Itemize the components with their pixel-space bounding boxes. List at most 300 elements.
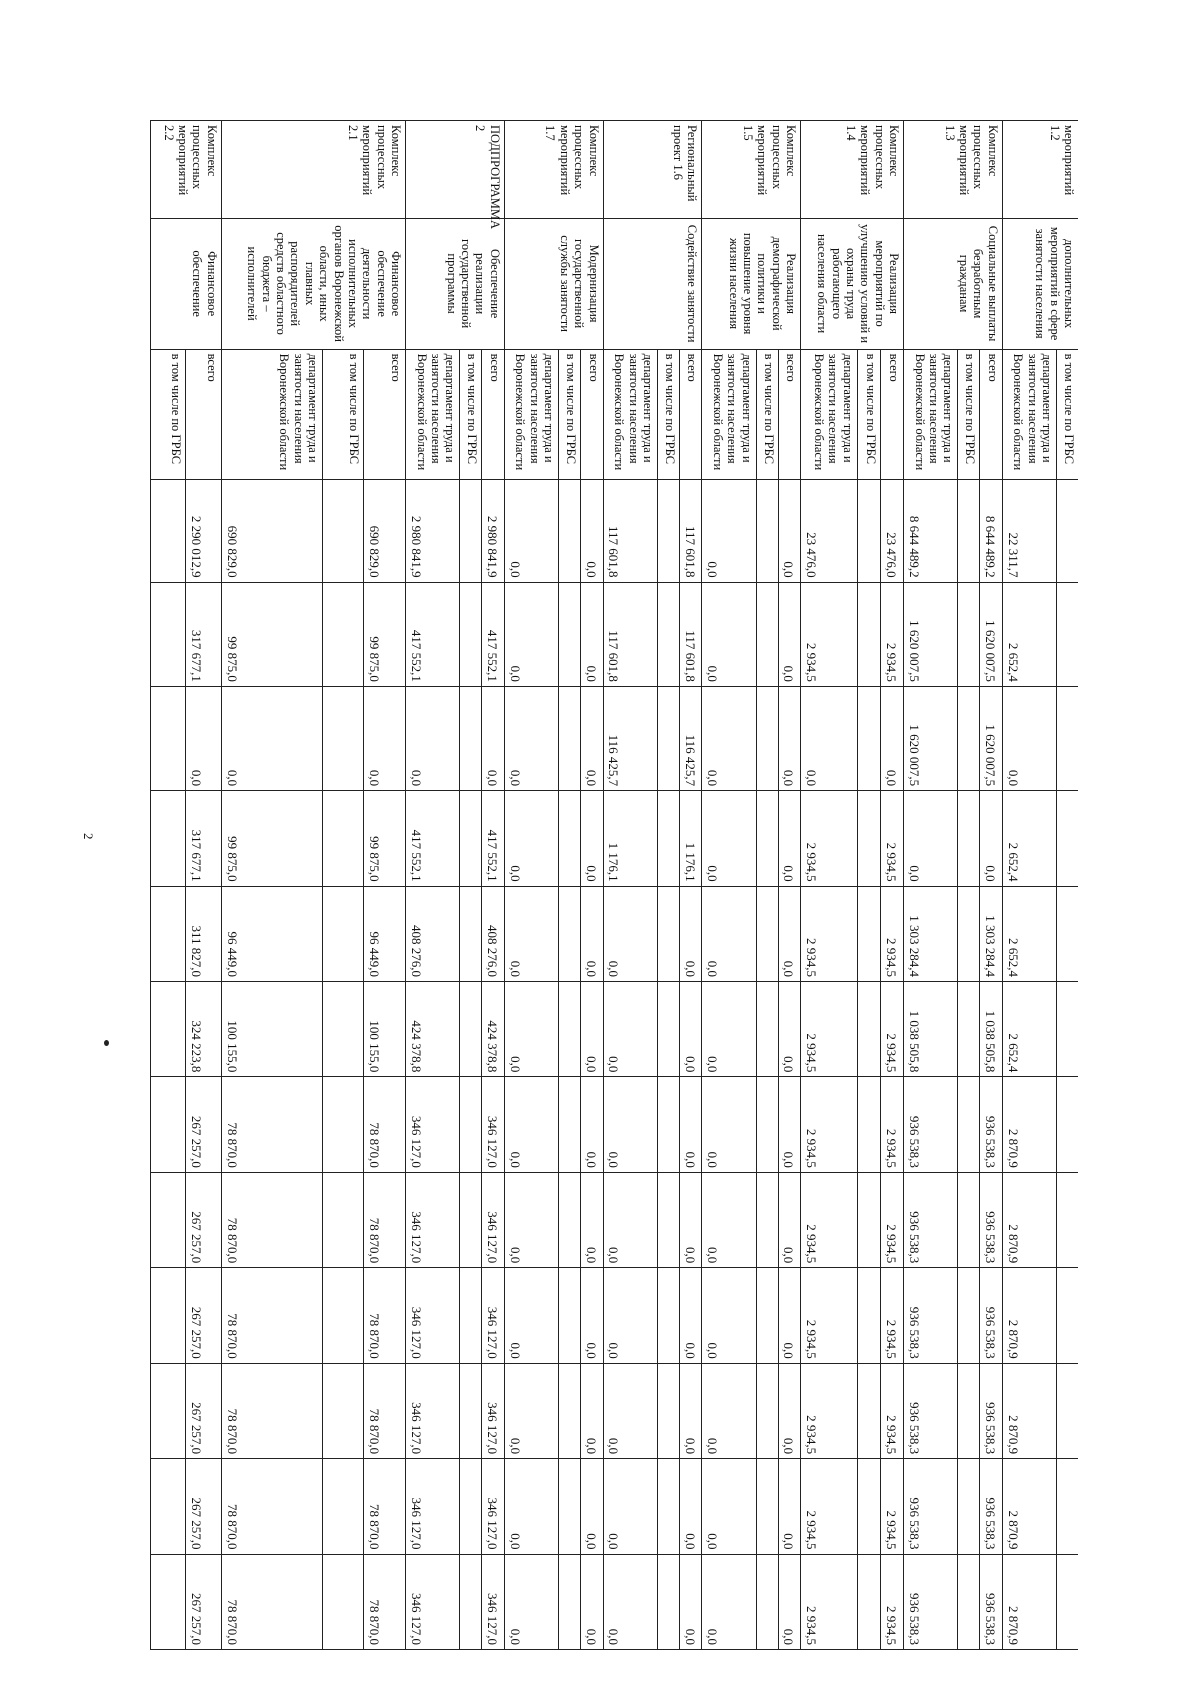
funding-source-cell: департамент труда и занятости населения Воронежской области (904, 349, 958, 480)
program-code-cell: Комплекс процессных мероприятий 1.5 (702, 121, 801, 219)
amount-cell: 424 378,8 (406, 982, 460, 1077)
table-row (904, 121, 958, 1650)
amount-cell: 417 552,1 (482, 791, 505, 886)
amount-cell: 0,0 (603, 1459, 657, 1554)
amount-cell: 1 038 505,8 (980, 982, 1003, 1077)
funding-source-cell: всего (880, 349, 903, 480)
amount-cell: 267 257,0 (186, 1554, 222, 1649)
amount-cell (323, 582, 364, 686)
program-code-cell: мероприятий 1.2 (1002, 121, 1078, 219)
amount-cell (323, 480, 364, 582)
amount-cell (559, 686, 581, 790)
amount-cell: 78 870,0 (221, 1459, 322, 1554)
amount-cell (657, 1268, 679, 1363)
amount-cell: 2 934,5 (801, 1268, 858, 1363)
amount-cell: 0,0 (504, 982, 558, 1077)
amount-cell (323, 1077, 364, 1172)
amount-cell: 78 870,0 (364, 1459, 406, 1554)
amount-cell: 346 127,0 (482, 1268, 505, 1363)
amount-cell (857, 480, 880, 582)
amount-cell (151, 582, 186, 686)
amount-cell: 0,0 (603, 982, 657, 1077)
program-name-cell: Финансовое обеспечение деятельности исполнительных органов Воронежской области, иных главных распорядителей средств областного бюджета – исполнителей (221, 218, 405, 349)
amount-cell: 0,0 (603, 1172, 657, 1267)
amount-cell: 0,0 (504, 886, 558, 981)
program-code-cell: ПОДПРОГРАММА 2 (406, 121, 505, 219)
funding-source-cell: в том числе по ГРБС (1057, 349, 1078, 480)
amount-cell (958, 1363, 980, 1458)
amount-cell (958, 1268, 980, 1363)
table-row (778, 121, 801, 1650)
amount-cell: 936 538,3 (904, 1363, 958, 1458)
amount-cell (756, 1268, 778, 1363)
amount-cell: 78 870,0 (221, 1363, 322, 1458)
amount-cell: 1 620 007,5 (980, 686, 1003, 790)
funding-source-cell: в том числе по ГРБС (756, 349, 778, 480)
table-row (756, 121, 778, 1650)
amount-cell: 2 652,4 (1002, 791, 1056, 886)
amount-cell: 2 652,4 (1002, 982, 1056, 1077)
amount-cell (1057, 1554, 1078, 1649)
amount-cell (756, 1172, 778, 1267)
amount-cell: 2 934,5 (801, 886, 858, 981)
amount-cell (323, 886, 364, 981)
amount-cell (151, 1363, 186, 1458)
amount-cell: 0,0 (778, 886, 801, 981)
amount-cell (756, 886, 778, 981)
amount-cell: 8 644 489,2 (980, 480, 1003, 582)
amount-cell: 346 127,0 (482, 1172, 505, 1267)
amount-cell (151, 480, 186, 582)
amount-cell: 1 303 284,4 (980, 886, 1003, 981)
program-name-cell: Финансовое обеспечение (151, 218, 222, 349)
amount-cell (460, 886, 482, 981)
amount-cell: 267 257,0 (186, 1172, 222, 1267)
table-row (323, 121, 364, 1650)
amount-cell: 690 829,0 (221, 480, 322, 582)
amount-cell: 346 127,0 (482, 1363, 505, 1458)
amount-cell: 0,0 (778, 1268, 801, 1363)
amount-cell: 346 127,0 (406, 1459, 460, 1554)
table-row (460, 121, 482, 1650)
amount-cell: 346 127,0 (482, 1459, 505, 1554)
amount-cell (756, 1077, 778, 1172)
amount-cell: 0,0 (778, 1172, 801, 1267)
amount-cell: 99 875,0 (221, 791, 322, 886)
amount-cell: 0,0 (778, 582, 801, 686)
amount-cell (1057, 982, 1078, 1077)
budget-table-container (150, 120, 1078, 1650)
amount-cell (1057, 582, 1078, 686)
amount-cell (559, 791, 581, 886)
funding-source-cell: департамент труда и занятости населения Воронежской области (702, 349, 756, 480)
table-row (504, 121, 558, 1650)
amount-cell: 78 870,0 (221, 1077, 322, 1172)
amount-cell (857, 1172, 880, 1267)
amount-cell (323, 686, 364, 790)
amount-cell (151, 1554, 186, 1649)
amount-cell (756, 791, 778, 886)
amount-cell: 346 127,0 (406, 1077, 460, 1172)
amount-cell: 0,0 (702, 982, 756, 1077)
amount-cell: 936 538,3 (904, 1172, 958, 1267)
table-row (221, 121, 322, 1650)
funding-source-cell: всего (980, 349, 1003, 480)
amount-cell: 0,0 (778, 982, 801, 1077)
amount-cell: 0,0 (186, 686, 222, 790)
amount-cell (151, 1077, 186, 1172)
amount-cell (857, 1077, 880, 1172)
amount-cell (559, 1077, 581, 1172)
amount-cell: 0,0 (504, 1077, 558, 1172)
amount-cell (958, 886, 980, 981)
amount-cell: 0,0 (778, 1077, 801, 1172)
amount-cell (460, 686, 482, 790)
amount-cell: 346 127,0 (406, 1268, 460, 1363)
amount-cell: 1 176,1 (603, 791, 657, 886)
amount-cell: 0,0 (679, 1363, 702, 1458)
amount-cell (857, 1459, 880, 1554)
amount-cell: 22 311,7 (1002, 480, 1056, 582)
amount-cell: 2 870,9 (1002, 1554, 1056, 1649)
amount-cell: 408 276,0 (406, 886, 460, 981)
amount-cell: 116 425,7 (679, 686, 702, 790)
table-row (186, 121, 222, 1650)
amount-cell: 0,0 (504, 1459, 558, 1554)
amount-cell (559, 1459, 581, 1554)
amount-cell (756, 1459, 778, 1554)
amount-cell: 1 038 505,8 (904, 982, 958, 1077)
funding-source-cell: всего (364, 349, 406, 480)
amount-cell: 0,0 (702, 1459, 756, 1554)
amount-cell: 2 934,5 (801, 791, 858, 886)
amount-cell: 2 934,5 (801, 1363, 858, 1458)
amount-cell: 2 934,5 (801, 582, 858, 686)
amount-cell: 0,0 (504, 1172, 558, 1267)
amount-cell: 267 257,0 (186, 1077, 222, 1172)
amount-cell (857, 1363, 880, 1458)
amount-cell: 0,0 (778, 1554, 801, 1649)
amount-cell (323, 1554, 364, 1649)
amount-cell (1057, 886, 1078, 981)
program-name-cell: дополнительных мероприятий в сфере занятости населения (1002, 218, 1078, 349)
table-row (603, 121, 657, 1650)
amount-cell: 0,0 (504, 1268, 558, 1363)
funding-source-cell: всего (679, 349, 702, 480)
amount-cell: 0,0 (364, 686, 406, 790)
amount-cell: 23 476,0 (801, 480, 858, 582)
amount-cell: 0,0 (406, 686, 460, 790)
amount-cell: 936 538,3 (980, 1459, 1003, 1554)
amount-cell (460, 1363, 482, 1458)
amount-cell: 0,0 (702, 886, 756, 981)
amount-cell: 0,0 (679, 1554, 702, 1649)
table-row (559, 121, 581, 1650)
funding-source-cell: департамент труда и занятости населения Воронежской области (801, 349, 858, 480)
amount-cell: 0,0 (679, 982, 702, 1077)
amount-cell (958, 582, 980, 686)
amount-cell: 267 257,0 (186, 1268, 222, 1363)
amount-cell: 99 875,0 (364, 791, 406, 886)
amount-cell (1057, 791, 1078, 886)
amount-cell: 417 552,1 (482, 582, 505, 686)
amount-cell: 96 449,0 (221, 886, 322, 981)
amount-cell (1057, 1172, 1078, 1267)
amount-cell: 2 870,9 (1002, 1363, 1056, 1458)
funding-source-cell: всего (482, 349, 505, 480)
amount-cell: 0,0 (504, 582, 558, 686)
amount-cell (657, 582, 679, 686)
amount-cell: 0,0 (221, 686, 322, 790)
funding-source-cell: в том числе по ГРБС (559, 349, 581, 480)
amount-cell: 2 870,9 (1002, 1172, 1056, 1267)
amount-cell: 78 870,0 (364, 1363, 406, 1458)
amount-cell (323, 1459, 364, 1554)
amount-cell: 117 601,8 (679, 582, 702, 686)
amount-cell: 2 934,5 (801, 1172, 858, 1267)
amount-cell (1057, 1077, 1078, 1172)
amount-cell (857, 886, 880, 981)
amount-cell (857, 791, 880, 886)
funding-source-cell: в том числе по ГРБС (323, 349, 364, 480)
amount-cell: 267 257,0 (186, 1459, 222, 1554)
amount-cell (958, 1554, 980, 1649)
funding-source-cell: всего (581, 349, 604, 480)
amount-cell: 2 934,5 (880, 791, 903, 886)
amount-cell (559, 582, 581, 686)
amount-cell: 2 870,9 (1002, 1077, 1056, 1172)
amount-cell: 936 538,3 (980, 1554, 1003, 1649)
amount-cell: 408 276,0 (482, 886, 505, 981)
table-row (857, 121, 880, 1650)
amount-cell: 417 552,1 (406, 582, 460, 686)
amount-cell (958, 1172, 980, 1267)
amount-cell: 936 538,3 (904, 1554, 958, 1649)
funding-source-cell: в том числе по ГРБС (958, 349, 980, 480)
table-row (364, 121, 406, 1650)
program-code-cell: Комплекс процессных мероприятий 1.7 (504, 121, 603, 219)
amount-cell: 936 538,3 (980, 1268, 1003, 1363)
table-row (958, 121, 980, 1650)
amount-cell: 0,0 (778, 1459, 801, 1554)
amount-cell (460, 982, 482, 1077)
amount-cell (657, 686, 679, 790)
amount-cell: 0,0 (581, 1172, 604, 1267)
program-name-cell: Реализация демографической политики и повышение уровня жизни населения (702, 218, 801, 349)
amount-cell: 0,0 (679, 1268, 702, 1363)
amount-cell: 117 601,8 (603, 582, 657, 686)
amount-cell: 2 934,5 (880, 1363, 903, 1458)
amount-cell: 267 257,0 (186, 1363, 222, 1458)
amount-cell: 317 677,1 (186, 791, 222, 886)
amount-cell (756, 1554, 778, 1649)
amount-cell: 0,0 (581, 582, 604, 686)
amount-cell: 0,0 (778, 791, 801, 886)
amount-cell: 1 620 007,5 (904, 686, 958, 790)
amount-cell: 96 449,0 (364, 886, 406, 981)
amount-cell: 0,0 (603, 1268, 657, 1363)
amount-cell: 0,0 (581, 1363, 604, 1458)
amount-cell: 346 127,0 (482, 1554, 505, 1649)
amount-cell (460, 1172, 482, 1267)
program-name-cell: Содействие занятости (603, 218, 702, 349)
amount-cell: 99 875,0 (364, 582, 406, 686)
funding-source-cell: всего (186, 349, 222, 480)
amount-cell: 78 870,0 (221, 1268, 322, 1363)
amount-cell: 2 934,5 (801, 1077, 858, 1172)
table-row (657, 121, 679, 1650)
amount-cell: 117 601,8 (603, 480, 657, 582)
amount-cell: 2 934,5 (880, 1172, 903, 1267)
amount-cell (657, 1554, 679, 1649)
amount-cell: 0,0 (702, 1363, 756, 1458)
program-name-cell: Обеспечение реализации государственной программы (406, 218, 505, 349)
amount-cell (657, 982, 679, 1077)
amount-cell: 2 652,4 (1002, 886, 1056, 981)
amount-cell: 0,0 (603, 1077, 657, 1172)
amount-cell: 2 934,5 (880, 1077, 903, 1172)
amount-cell: 8 644 489,2 (904, 480, 958, 582)
amount-cell (559, 1268, 581, 1363)
funding-source-cell: департамент труда и занятости населения Воронежской области (221, 349, 322, 480)
amount-cell: 0,0 (679, 1077, 702, 1172)
amount-cell: 0,0 (679, 886, 702, 981)
amount-cell: 324 223,8 (186, 982, 222, 1077)
amount-cell: 0,0 (702, 1172, 756, 1267)
program-name-cell: Реализация мероприятий по улучшению условий и охраны труда работающего населения области (801, 218, 904, 349)
amount-cell: 0,0 (603, 1363, 657, 1458)
amount-cell: 78 870,0 (364, 1077, 406, 1172)
funding-source-cell: всего (778, 349, 801, 480)
amount-cell: 2 934,5 (801, 1554, 858, 1649)
amount-cell: 0,0 (581, 791, 604, 886)
amount-cell (151, 791, 186, 886)
amount-cell: 100 155,0 (221, 982, 322, 1077)
amount-cell: 0,0 (504, 1554, 558, 1649)
amount-cell (559, 982, 581, 1077)
amount-cell: 2 980 841,9 (482, 480, 505, 582)
program-code-cell: Комплекс процессных мероприятий 2.2 (151, 121, 222, 219)
table-row (980, 121, 1003, 1650)
amount-cell: 78 870,0 (221, 1172, 322, 1267)
amount-cell (657, 791, 679, 886)
amount-cell: 0,0 (581, 886, 604, 981)
amount-cell: 117 601,8 (679, 480, 702, 582)
amount-cell (323, 1268, 364, 1363)
funding-source-cell: департамент труда и занятости населения Воронежской области (406, 349, 460, 480)
amount-cell: 2 290 012,9 (186, 480, 222, 582)
table-row (1057, 121, 1078, 1650)
table-row (151, 121, 186, 1650)
amount-cell (559, 886, 581, 981)
amount-cell (756, 1363, 778, 1458)
amount-cell (958, 1459, 980, 1554)
table-row (581, 121, 604, 1650)
amount-cell (151, 982, 186, 1077)
amount-cell: 0,0 (581, 1554, 604, 1649)
table-row (801, 121, 858, 1650)
amount-cell: 0,0 (603, 1554, 657, 1649)
amount-cell: 936 538,3 (904, 1077, 958, 1172)
amount-cell: 23 476,0 (880, 480, 903, 582)
amount-cell: 0,0 (504, 686, 558, 790)
amount-cell: 0,0 (504, 1363, 558, 1458)
amount-cell (1057, 1459, 1078, 1554)
amount-cell: 0,0 (702, 791, 756, 886)
funding-source-cell: в том числе по ГРБС (151, 349, 186, 480)
amount-cell: 0,0 (702, 1268, 756, 1363)
funding-source-cell: департамент труда и занятости населения Воронежской области (504, 349, 558, 480)
amount-cell: 936 538,3 (980, 1077, 1003, 1172)
table-row (406, 121, 460, 1650)
amount-cell (323, 1363, 364, 1458)
funding-source-cell: департамент труда и занятости населения Воронежской области (603, 349, 657, 480)
amount-cell: 0,0 (702, 686, 756, 790)
amount-cell (1057, 686, 1078, 790)
amount-cell: 0,0 (702, 1554, 756, 1649)
amount-cell: 0,0 (980, 791, 1003, 886)
amount-cell (756, 686, 778, 790)
amount-cell (657, 886, 679, 981)
amount-cell: 0,0 (482, 686, 505, 790)
amount-cell (958, 686, 980, 790)
amount-cell (151, 1268, 186, 1363)
amount-cell (857, 686, 880, 790)
amount-cell (857, 1268, 880, 1363)
amount-cell: 2 934,5 (801, 982, 858, 1077)
amount-cell: 1 176,1 (679, 791, 702, 886)
amount-cell: 417 552,1 (406, 791, 460, 886)
amount-cell: 78 870,0 (221, 1554, 322, 1649)
amount-cell: 2 934,5 (880, 982, 903, 1077)
amount-cell: 0,0 (778, 480, 801, 582)
table-row (679, 121, 702, 1650)
amount-cell: 0,0 (581, 1268, 604, 1363)
amount-cell: 936 538,3 (980, 1363, 1003, 1458)
amount-cell: 0,0 (603, 886, 657, 981)
amount-cell: 0,0 (702, 480, 756, 582)
program-name-cell: Социальные выплаты безработным гражданам (904, 218, 1003, 349)
amount-cell: 346 127,0 (406, 1554, 460, 1649)
amount-cell (657, 1172, 679, 1267)
amount-cell: 0,0 (581, 686, 604, 790)
amount-cell: 2 934,5 (880, 1268, 903, 1363)
amount-cell: 0,0 (679, 1459, 702, 1554)
page-number: 2 (81, 833, 96, 840)
amount-cell: 0,0 (581, 1077, 604, 1172)
amount-cell: 2 980 841,9 (406, 480, 460, 582)
amount-cell: 0,0 (679, 1172, 702, 1267)
amount-cell: 2 870,9 (1002, 1459, 1056, 1554)
amount-cell (559, 1172, 581, 1267)
amount-cell (1057, 1268, 1078, 1363)
amount-cell: 2 934,5 (880, 582, 903, 686)
amount-cell (756, 582, 778, 686)
amount-cell: 2 870,9 (1002, 1268, 1056, 1363)
amount-cell: 100 155,0 (364, 982, 406, 1077)
amount-cell: 936 538,3 (904, 1268, 958, 1363)
funding-source-cell: департамент труда и занятости населения Воронежской области (1002, 349, 1056, 480)
amount-cell (958, 1077, 980, 1172)
amount-cell: 0,0 (702, 582, 756, 686)
amount-cell: 78 870,0 (364, 1268, 406, 1363)
program-code-cell: Региональный проект 1.6 (603, 121, 702, 219)
amount-cell (460, 791, 482, 886)
amount-cell: 0,0 (504, 480, 558, 582)
amount-cell (151, 886, 186, 981)
amount-cell: 2 934,5 (880, 886, 903, 981)
amount-cell (559, 1363, 581, 1458)
